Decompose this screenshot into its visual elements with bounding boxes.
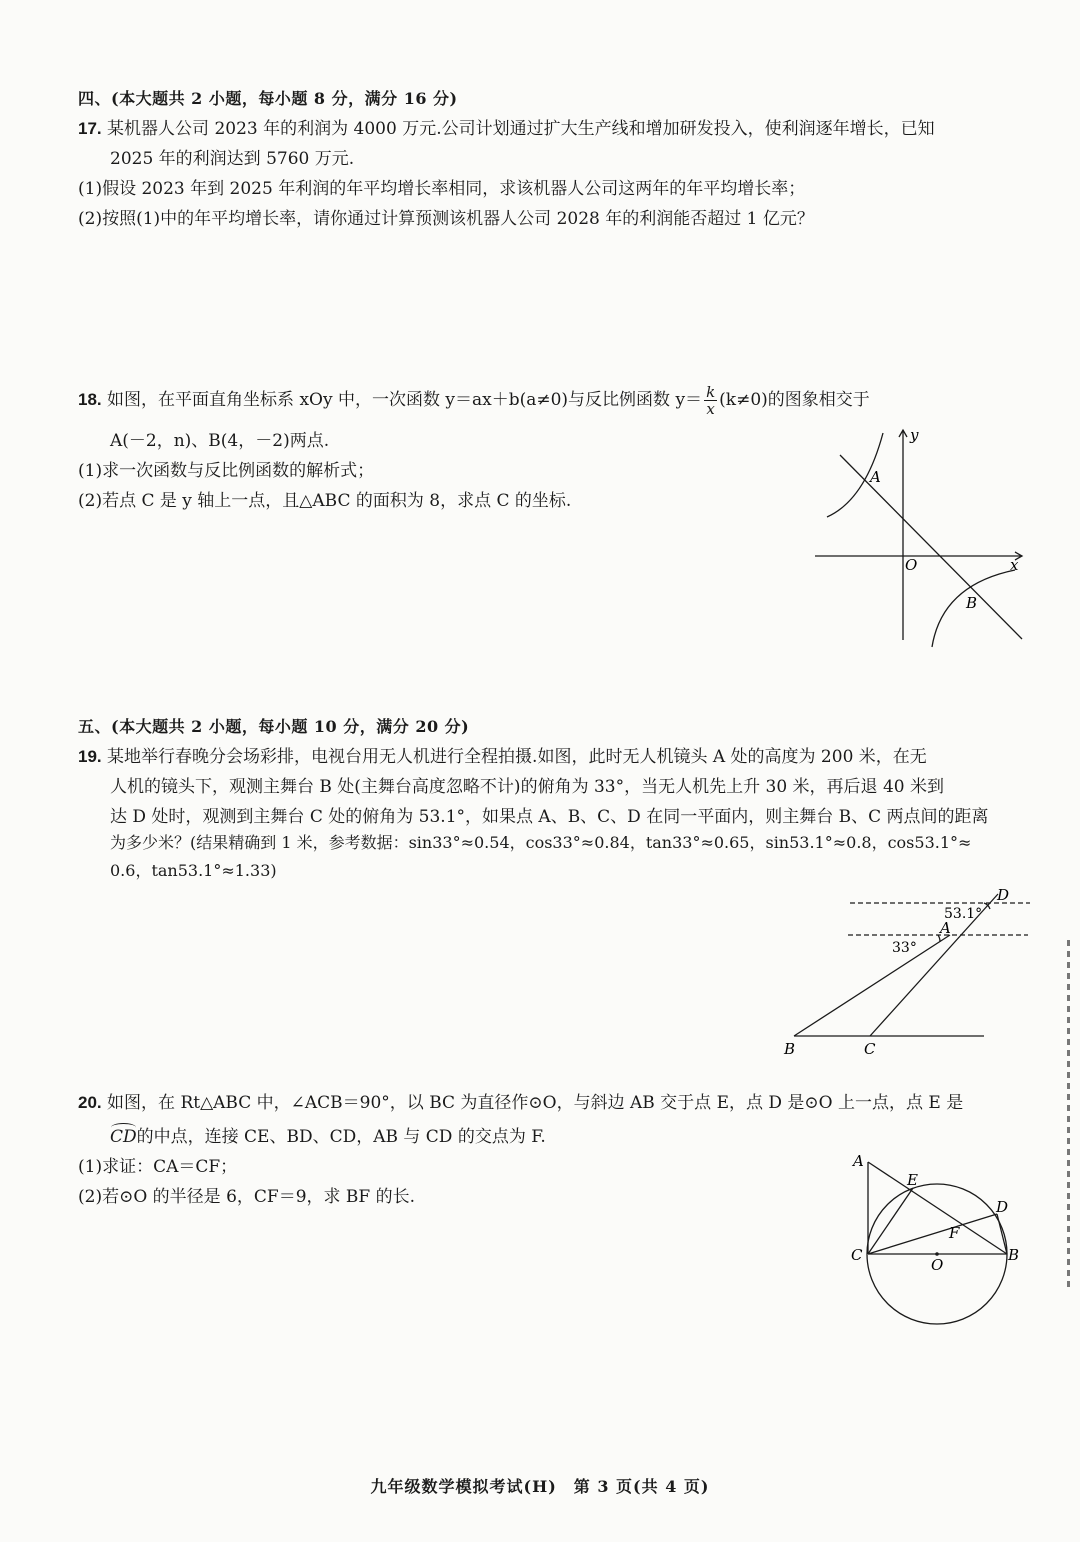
q18-frac-den: x	[704, 400, 717, 417]
fig20-label-o: O	[931, 1256, 944, 1274]
fig18-label-b: B	[966, 594, 978, 612]
q18-part1: (1)求一次函数与反比例函数的解析式；	[78, 461, 375, 481]
fig18-label-a: A	[870, 468, 881, 486]
q17-stem-2: 2025 年的利润达到 5760 万元.	[110, 149, 355, 169]
q17-stem-1: 某机器人公司 2023 年的利润为 4000 万元.公司计划通过扩大生产线和增加研发投入，使利润逐年增长，已知	[107, 119, 935, 139]
section-4-title: 四、(本大题共 2 小题，每小题 8 分，满分 16 分)	[78, 89, 458, 108]
q18-stem-1b: (k≠0)的图象相交于	[719, 390, 870, 410]
q20-stem-2: 的中点，连接 CE、BD、CD，AB 与 CD 的交点为 F.	[136, 1127, 546, 1147]
fig20-label-b: B	[1008, 1246, 1020, 1264]
q18-number: 18.	[78, 390, 102, 409]
q19-stem-5: 0.6，tan53.1°≈1.33)	[110, 861, 277, 880]
fig20-label-c: C	[851, 1246, 863, 1264]
q17-part1: (1)假设 2023 年到 2025 年利润的年平均增长率相同，求该机器人公司这两年的年平均增长率；	[78, 179, 806, 199]
q18-stem-2: A(－2，n)、B(4，－2)两点.	[110, 431, 330, 451]
page-footer: 九年级数学模拟考试(H) 第 3 页(共 4 页)	[370, 1477, 710, 1496]
fig18-label-o: O	[905, 556, 918, 574]
fig19-label-b: B	[784, 1040, 796, 1058]
q18-fraction	[704, 384, 717, 417]
fig20-label-f: F	[949, 1224, 960, 1242]
q17-line1	[78, 114, 935, 139]
fig20-label-a: A	[853, 1152, 864, 1170]
q20-part2: (2)若⊙O 的半径是 6，CF＝9，求 BF 的长.	[78, 1187, 416, 1207]
section-5-title: 五、(本大题共 2 小题，每小题 10 分，满分 20 分)	[78, 717, 470, 736]
fig20-label-d: D	[996, 1198, 1009, 1216]
q20-line1	[78, 1088, 963, 1113]
fig19-label-d: D	[997, 886, 1010, 904]
q20-stem-1: 如图，在 Rt△ABC 中，∠ACB＝90°，以 BC 为直径作⊙O，与斜边 AB 交于点 E，点 D 是⊙O 上一点，点 E 是	[107, 1093, 964, 1113]
q19-number: 19.	[78, 747, 102, 766]
q19-stem-1: 某地举行春晚分会场彩排，电视台用无人机进行全程拍摄.如图，此时无人机镜头 A 处的高度为 200 米，在无	[107, 747, 927, 767]
q20-line2	[110, 1122, 546, 1147]
fig18-label-y: y	[910, 426, 919, 444]
q19-figure	[780, 880, 1040, 1060]
q18-figure	[810, 425, 1035, 650]
fig19-label-a: A	[940, 919, 951, 937]
binding-edge-marks	[1067, 940, 1070, 1290]
line-ab	[794, 935, 950, 1036]
fig19-angle-33: 33°	[892, 940, 917, 956]
hypotenuse-ab	[868, 1162, 1007, 1254]
q20-part1: (1)求证：CA＝CF；	[78, 1157, 238, 1177]
fig19-label-c: C	[864, 1040, 876, 1058]
q18-part2: (2)若点 C 是 y 轴上一点，且△ABC 的面积为 8，求点 C 的坐标.	[78, 491, 572, 511]
q18-stem-1a: 如图，在平面直角坐标系 xOy 中，一次函数 y＝ax＋b(a≠0)与反比例函数 y＝	[107, 390, 703, 410]
q20-figure	[845, 1148, 1030, 1328]
q17-number: 17.	[78, 119, 102, 138]
fig19-angle-53: 53.1°	[944, 906, 983, 922]
fig20-label-e: E	[907, 1171, 918, 1189]
q20-number: 20.	[78, 1093, 102, 1112]
q20-arc-cd: CD	[110, 1127, 137, 1147]
fig18-label-x: x	[1010, 556, 1019, 574]
q19-line1	[78, 742, 927, 767]
q19-stem-2: 人机的镜头下，观测主舞台 B 处(主舞台高度忽略不计)的俯角为 33°，当无人机先上升 30 米，再后退 40 米到	[110, 777, 944, 797]
q19-stem-4: 为多少米？(结果精确到 1 米，参考数据：sin33°≈0.54，cos33°≈0.84，tan33°≈0.65，sin53.1°≈0.8，cos53.1°≈	[110, 833, 972, 852]
q19-stem-3: 达 D 处时，观测到主舞台 C 处的俯角为 53.1°，如果点 A、B、C、D 在同一平面内，则主舞台 B、C 两点间的距离	[110, 807, 989, 827]
q18-frac-num: k	[706, 383, 716, 401]
q18-line1	[78, 384, 870, 417]
linear-function-line	[840, 455, 1022, 639]
q17-part2: (2)按照(1)中的年平均增长率，请你通过计算预测该机器人公司 2028 年的利润能否超过 1 亿元？	[78, 209, 814, 229]
